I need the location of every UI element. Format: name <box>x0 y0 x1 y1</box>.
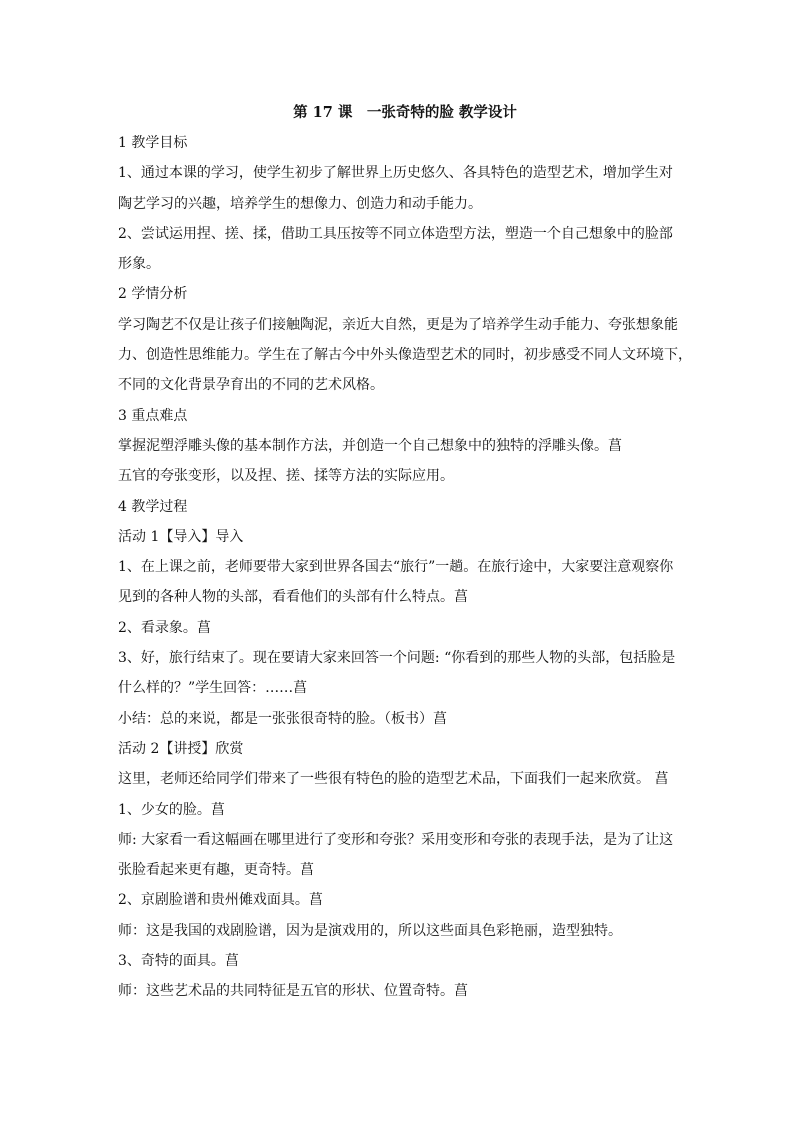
text-line: 3、好，旅行结束了。现在要请大家来回答一个问题: “你看到的那些人物的头部，包括脸是 <box>118 650 676 667</box>
text-line: 形象。 <box>118 256 160 273</box>
text-line: 2 学情分析 <box>118 286 188 303</box>
text-line: 2、京剧脸谱和贵州傩戏面具。菖 <box>118 892 323 909</box>
text-line: 陶艺学习的兴趣，培养学生的想像力、创造力和动手能力。 <box>118 195 482 212</box>
text-line: 力、创造性思维能力。学生在了解古今中外头像造型艺术的同时，初步感受不同人文环境下， <box>118 347 692 364</box>
text-line: 五官的夸张变形，以及捏、搓、揉等方法的实际应用。 <box>118 468 454 485</box>
text-line: 张脸看起来更有趣，更奇特。菖 <box>118 862 314 879</box>
text-line: 什么样的？”学生回答：……菖 <box>118 680 308 697</box>
text-line: 师: 大家看一看这幅画在哪里进行了变形和夸张？采用变形和夸张的表现手法，是为了让这 <box>118 831 674 848</box>
text-line: 掌握泥塑浮雕头像的基本制作方法，并创造一个自己想象中的独特的浮雕头像。菖 <box>118 437 622 454</box>
text-line: 3、奇特的面具。菖 <box>118 953 239 970</box>
text-line: 1、少女的脸。菖 <box>118 801 225 818</box>
text-line: 1 教学目标 <box>118 135 188 151</box>
text-line: 4 教学过程 <box>118 498 188 515</box>
text-line: 师：这些艺术品的共同特征是五官的形状、位置奇特。菖 <box>118 983 468 1000</box>
text-line: 1、在上课之前，老师要带大家到世界各国去“旅行”一趟。在旅行途中，大家要注意观察你 <box>118 559 674 576</box>
text-line: 2、尝试运用捏、搓、揉，借助工具压按等不同立体造型方法，塑造一个自己想象中的脸部 <box>118 225 673 242</box>
document-title: 第 17 课 一张奇特的脸 教学设计 <box>293 104 517 121</box>
document-body <box>118 128 692 1007</box>
text-line: 这里，老师还给同学们带来了一些很有特色的脸的造型艺术品，下面我们一起来欣赏。 菖 <box>118 771 669 788</box>
text-line: 学习陶艺不仅是让孩子们接触陶泥，亲近大自然，更是为了培养学生动手能力、夸张想象能 <box>118 316 678 333</box>
text-line: 师：这是我国的戏剧脸谱，因为是演戏用的，所以这些面具色彩艳丽，造型独特。 <box>118 922 622 939</box>
text-line: 3 重点难点 <box>118 407 188 424</box>
text-line: 不同的文化背景孕育出的不同的艺术风格。 <box>118 377 384 394</box>
text-line: 见到的各种人物的头部，看看他们的头部有什么特点。菖 <box>118 589 468 606</box>
text-line: 活动 2【讲授】欣赏 <box>118 740 244 757</box>
text-line: 活动 1【导入】导入 <box>118 528 244 545</box>
text-line: 1、通过本课的学习，使学生初步了解世界上历史悠久、各具特色的造型艺术，增加学生对 <box>118 165 673 182</box>
text-line: 2、看录象。菖 <box>118 619 211 636</box>
text-line: 小结：总的来说，都是一张张很奇特的脸。（板书）菖 <box>118 710 447 727</box>
